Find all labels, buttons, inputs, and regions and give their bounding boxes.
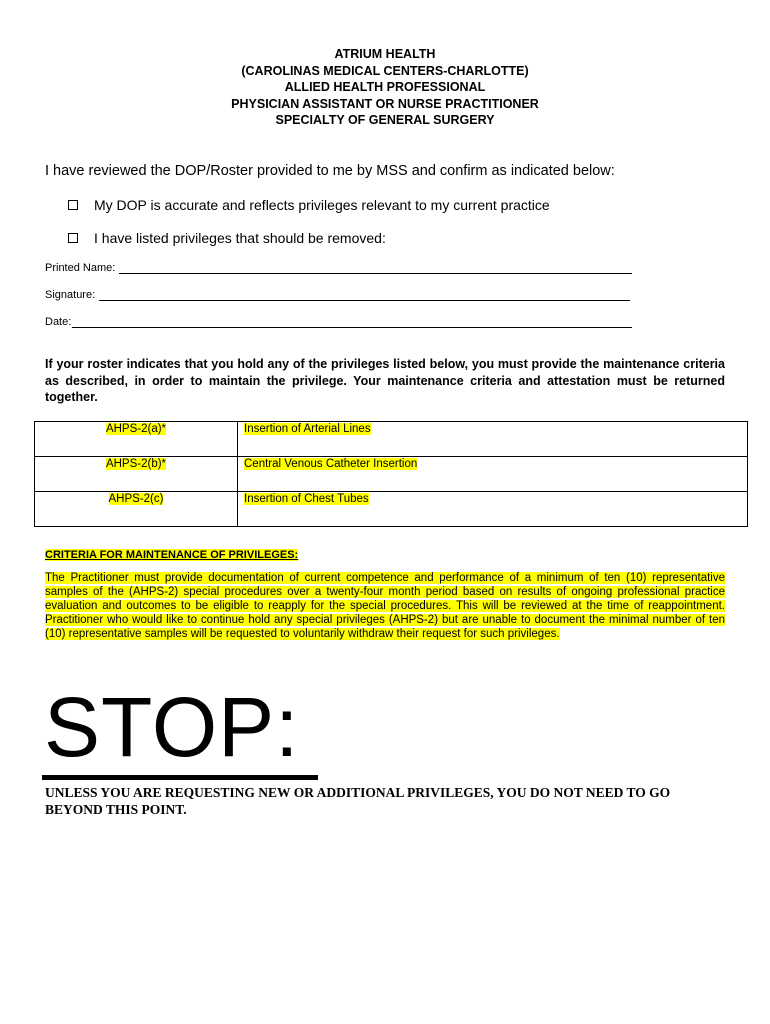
criteria-title [45, 549, 298, 561]
privilege-description-cell [238, 457, 748, 492]
privilege-code-cell [35, 457, 238, 492]
privilege-code: AHPS-2(c) [108, 493, 164, 505]
privilege-description: Central Venous Catheter Insertion [244, 458, 418, 470]
criteria-body-text: The Practitioner must provide documentation of current competence and performance of a minimum of ten (10) representative samples of the (AHPS-2) special procedures over a twenty-four month period based on results of ongoing professional practice evaluation and outcomes to be eligible to reapply for the special procedures. This will be reviewed at the time of reappointment. Practitioner who would like to continue hold any special privileges (AHPS-2) but are unable to document the minimal number of ten (10) representative samples will be requested to voluntarily withdraw their request for such privileges. [45, 572, 725, 640]
unless-statement: UNLESS YOU ARE REQUESTING NEW OR ADDITIONAL PRIVILEGES, YOU DO NOT NEED TO GO BEYOND THIS POINT. [45, 785, 671, 817]
table-row [35, 457, 748, 492]
option-remove[interactable] [68, 230, 386, 246]
privileges-table [34, 421, 748, 527]
table-row [35, 422, 748, 457]
checkbox-remove[interactable] [68, 233, 78, 243]
criteria-body [45, 571, 725, 641]
header-line-1: ATRIUM HEALTH [334, 47, 436, 61]
privilege-code: AHPS-2(a)* [105, 423, 167, 435]
maintenance-notice: If your roster indicates that you hold any of the privileges listed below, you must provide the maintenance criteria as described, in order to maintain the privilege. Your maintenance criteria and attestation must be returned together. [45, 357, 725, 404]
header-line-4: PHYSICIAN ASSISTANT OR NURSE PRACTITIONER [231, 96, 539, 111]
checkbox-accurate[interactable] [68, 200, 78, 210]
privilege-description: Insertion of Chest Tubes [244, 493, 369, 505]
option-accurate[interactable] [68, 197, 550, 213]
document-header [0, 46, 770, 129]
printed-name-label: Printed Name: [45, 262, 116, 274]
privilege-description: Insertion of Arterial Lines [244, 423, 371, 435]
printed-name-field[interactable] [119, 263, 632, 274]
signature-row [45, 289, 630, 301]
date-label: Date: [45, 316, 72, 328]
table-row [35, 492, 748, 527]
signature-field[interactable] [99, 290, 630, 301]
option-remove-label: I have listed privileges that should be removed: [94, 230, 386, 246]
intro-statement: I have reviewed the DOP/Roster provided to me by MSS and confirm as indicated below: [45, 163, 615, 179]
printed-name-row [45, 262, 632, 274]
privilege-code-cell [35, 492, 238, 527]
criteria-title-text: CRITERIA FOR MAINTENANCE OF PRIVILEGES: [45, 549, 299, 561]
signature-label: Signature: [45, 289, 96, 301]
header-line-5: SPECIALTY OF GENERAL SURGERY [275, 113, 495, 127]
stop-underline [42, 775, 318, 780]
header-line-2: (CAROLINAS MEDICAL CENTERS-CHARLOTTE) [241, 63, 529, 78]
header-line-3: ALLIED HEALTH PROFESSIONAL [284, 80, 486, 94]
privilege-description-cell [238, 492, 748, 527]
privilege-description-cell [238, 422, 748, 457]
date-field[interactable] [72, 317, 632, 328]
option-accurate-label: My DOP is accurate and reflects privileges relevant to my current practice [94, 197, 550, 213]
stop-heading: STOP: [44, 680, 300, 774]
privilege-code-cell [35, 422, 238, 457]
date-row [45, 316, 632, 328]
privilege-code: AHPS-2(b)* [105, 458, 167, 470]
